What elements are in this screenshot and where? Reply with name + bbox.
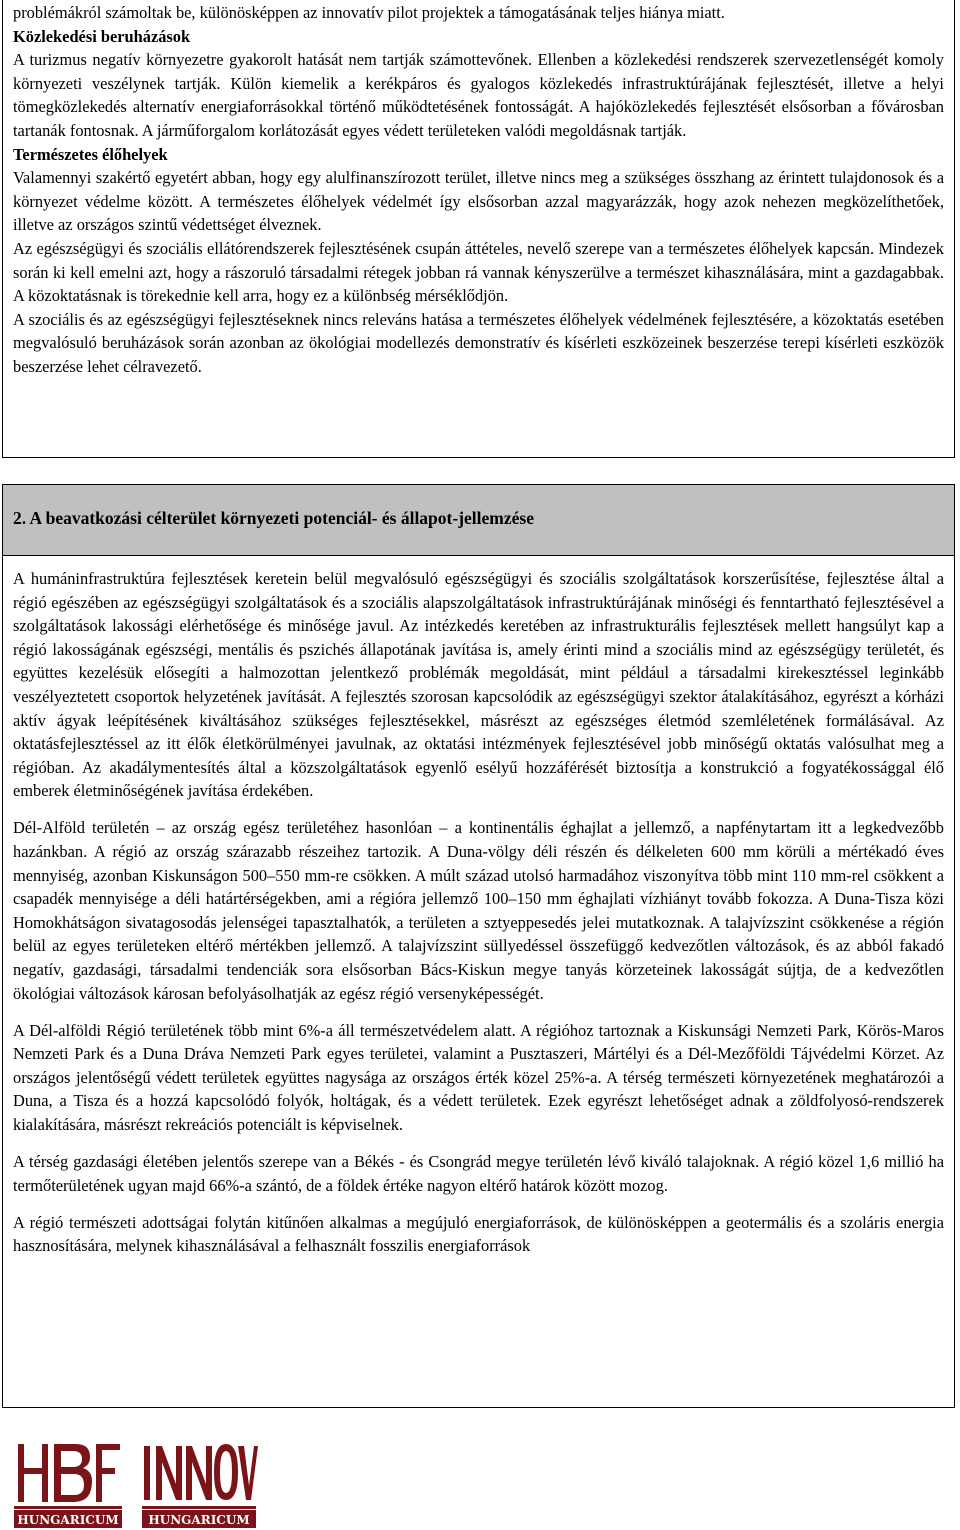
section-header: [2, 484, 955, 556]
section-body-box: [2, 556, 955, 1408]
previous-section-box: [2, 0, 955, 458]
paragraph: A szociális és az egészségügyi fejlesztéseknek nincs releváns hatása a természetes élőhelyek védelmének fejlesztésére, a közoktatás esetében megvalósuló beruházások során azonban az ökológiai modellezés demonstratív és kísérleti eszközeinek beszerzése terepi kísérleti eszközök beszerzése lehet célravezető.: [13, 309, 944, 376]
paragraph: Valamennyi szakértő egyetért abban, hogy egy alulfinanszírozott terület, illetve nincs meg a szükséges összhang az érintett tulajdonosok és a környezet védelme között. A természetes élőhelyek védelmét így elsősorban azzal magyarázzák, hogy azok nehezen megközelíthetőek, illetve az országos szintű védettséget élveznek.: [13, 168, 944, 235]
paragraph: A humáninfrastruktúra fejlesztések keretein belül megvalósuló egészségügyi és szociális szolgáltatások korszerűsítése, fejlesztése által a régió egészében az egészségügyi szolgáltatások és a szociális alapszolgáltatások infrastruktúrájának minőségi és fenntartható fejlesztésével a szolgáltatások lakossági elérhetősége és minősége javul. Az intézkedés keretében az infrastrukturális fejlesztések mellett hangsúlyt kap a régió lakosságának egészségi, mentális és pszichés állapotának javítása is, amely érinti mind a szociális mind az egészségügy területét, és együttes kezelésük elősegíti a halmozottan jelentkező problémák megoldását, mint például a társadalmi kirekesztéssel leginkább veszélyeztetett csoportok helyzetének javítását. A fejlesztés szorosan kapcsolódik az egészségügyi szektor átalakításához, egyrészt a kórházi aktív ágyak leépítésének kiváltásához szükséges fejlesztésekkel, másrészt az egészséges életmód szemléletének formálásával. Az oktatásfejlesztéssel az itt élők életkörülményei javulnak, az oktatási intézmények fejlesztésével jobb minőségű oktatás valósulhat meg a régióban. Az akadálymentesítés által a közszolgáltatások egyenlő esélyű hozzáférését biztosítja a konstrukció a fogyatékossággal élő emberek életminőségének javítása érdekében.: [13, 569, 944, 801]
paragraph: A régió természeti adottságai folytán kitűnően alkalmas a megújuló energiaforrások, de különösképpen a geotermális és a szoláris energia hasznosítására, melynek kihasználásával a felhasznált fosszilis energiaforrások: [13, 1212, 944, 1256]
paragraph: problémákról számoltak be, különösképpen az innovatív pilot projektek a támogatásának teljes hiánya miatt.: [13, 3, 725, 22]
innov-hungaricum-logo: [140, 1442, 258, 1530]
subheading-transport: Közlekedési beruházások: [13, 26, 191, 46]
paragraph: A térség gazdasági életében jelentős szerepe van a Békés - és Csongrád megye területén lévő kiváló talajoknak. A régió közel 1,6 millió ha termőterületének ugyan majd 66%-a szántó, de a földek értéke nagyon eltérő határok között mozog.: [13, 1152, 944, 1195]
paragraph: A turizmus negatív környezetre gyakorolt hatását nem tartják számottevőnek. Ellenben a közlekedési rendszerek szervezetlenségét komoly környezeti veszélynek tartják. Külön kiemelik a kerékpáros és gyalogos közlekedés infrastruktúrájának fejlesztését, illetve a helyi tömegközlekedés alternatív energiaforrásokkal történő működtetésének fontosságát. A hajóközlekedés fejlesztését elsősorban a fővárosban tartanák fontosnak. A járműforgalom korlátozását egyes védett területeken valódi megoldásnak tartják.: [13, 50, 944, 140]
paragraph: Dél-Alföld területén – az ország egész területéhez hasonlóan – a kontinentális éghajlat a jellemző, a napfénytartam itt a legkedvezőbb hazánkban. A régió az ország szárazabb részeihez tartozik. A Duna-völgy déli részén és délkeleten 600 mm körüli a mértékadó éves mennyiség, azonban Kiskunságon 500–550 mm-re csökken. A múlt század utolsó harmadához viszonyítva több mint 110 mm-rel csökkent a csapadék mennyisége a déli határtérségekben, ami a régióra jellemző 100–150 mm éghajlati vízhiányt tovább fokozza. A Duna-Tisza közi Homokhátságon sivatagosodás jelenségei tapasztalhatók, a területen a sztyeppesedés jelei mutatkoznak. A talajvízszint csökkenése a régión belül az egyes területeken eltérő mértékben jellemző. A talajvízszint süllyedéssel összefüggő kedvezőtlen változások, és az abból fakadó negatív, gazdasági, társadalmi tendenciák sora elsősorban Bács-Kiskun megye tanyás körzeteinek lakosságát sújtja, de a kedvezőtlen ökológiai változások károsan befolyásolhatják az egész régió versenyképességét.: [13, 818, 944, 1003]
paragraph: A Dél-alföldi Régió területének több mint 6%-a áll természetvédelem alatt. A régióhoz tartoznak a Kiskunsági Nemzeti Park, Körös-Maros Nemzeti Park és a Duna Dráva Nemzeti Park egyes területei, valamint a Pusztaszeri, Mártélyi és a Dél-Mezőföldi Tájvédelmi Körzet. Az országos jelentőségű védett területek együttes nagysága az országos érték közel 25%-a. A térség természeti környezetének meghatározói a Duna, a Tisza és a hozzá kapcsolódó folyók, holtágak, és a védett területek. Ezek egyrészt lehetőséget adnak a zöldfolyosó-rendszerek kialakítására, másrészt rekreációs potenciált is képviselnek.: [13, 1020, 944, 1135]
innov-caption: HUNGARICUM: [148, 1513, 250, 1527]
section-title: 2. A beavatkozási célterület környezeti potenciál- és állapot-jellemzése: [13, 508, 534, 528]
hbf-caption: HUNGARICUM: [17, 1513, 119, 1527]
paragraph: Az egészségügyi és szociális ellátórendszerek fejlesztésének csupán áttételes, nevelő szerepe van a természetes élőhelyek kapcsán. Mindezek során ki kell emelni azt, hogy a rászoruló társadalmi rétegek jobban rá vannak kényszerülve a természet kihasználására, mint a gazdagabbak. A közoktatásnak is törekednie kell arra, hogy ez a különbség mérséklődjön.: [13, 238, 944, 306]
subheading-habitats: Természetes élőhelyek: [13, 144, 168, 164]
hbf-hungaricum-logo: [12, 1440, 124, 1530]
